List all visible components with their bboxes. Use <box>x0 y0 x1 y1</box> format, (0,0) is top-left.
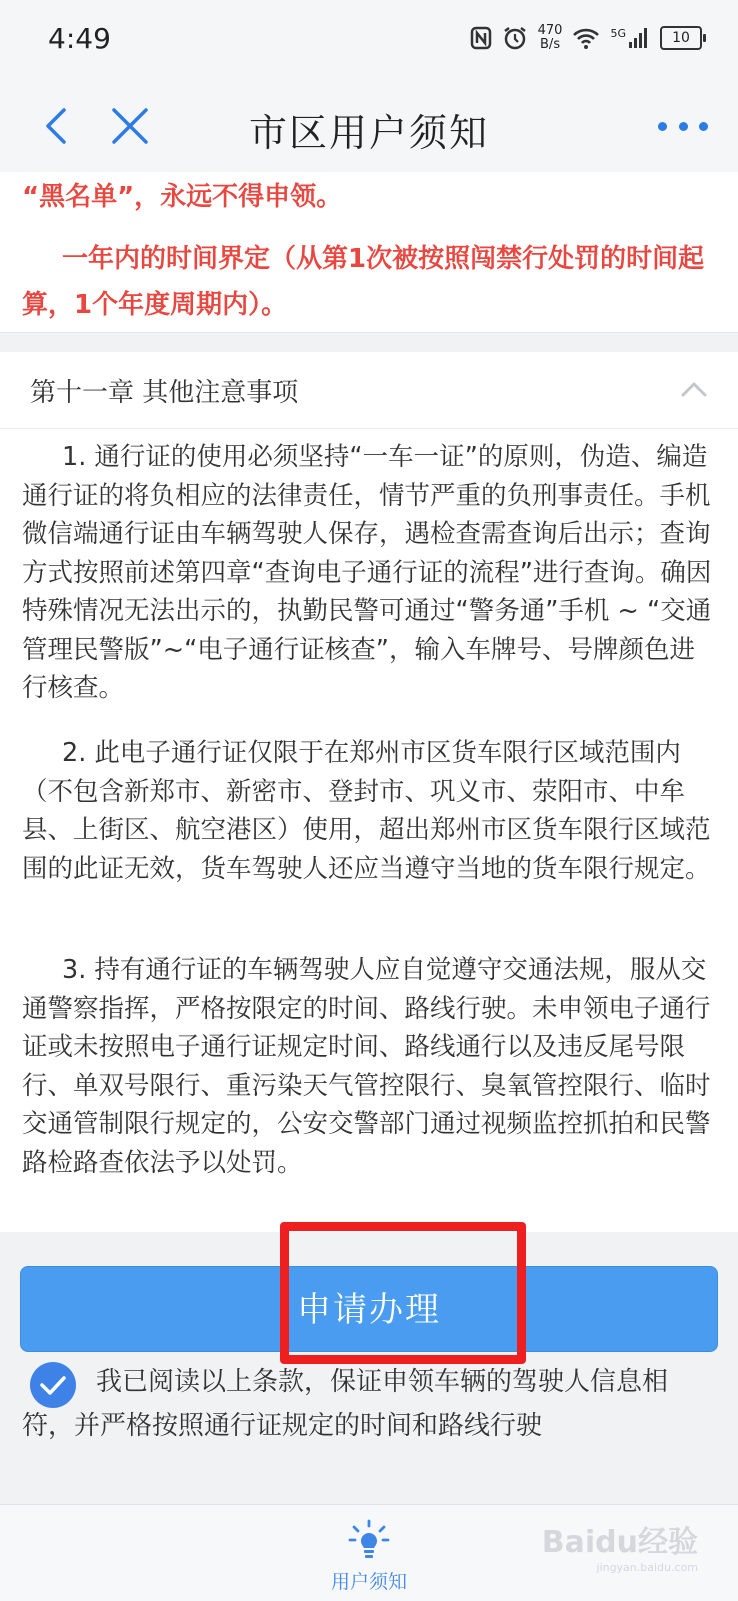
chapter-title: 第十一章 其他注意事项 <box>30 378 299 408</box>
speed-unit: B/s <box>540 37 561 52</box>
highlight-annotation <box>280 1222 526 1364</box>
status-time: 4:49 <box>48 22 111 55</box>
tab-user-notice[interactable] <box>319 1519 419 1594</box>
status-bar <box>0 0 738 80</box>
tab-label: 用户须知 <box>330 1571 407 1593</box>
paragraph-item: 1. 通行证的使用必须坚持“一车一证”的原则，伪造、编造通行证的将负相应的法律责任，情节严重的负刑事责任。手机微信端通行证由车辆驾驶人保存，遇检查需查询后出示；查询方式按照前述第四章“查询电子通行证的流程”进行查询。确因特殊情况无法出示的，执勤民警可通过“警务通”手机 ~ “交通管理民警版”~“电子通行证核查”，输入车牌号、号牌颜色进行核查。 <box>22 442 712 703</box>
chevron-up-icon[interactable] <box>680 378 708 400</box>
battery-indicator: 10 <box>660 26 702 50</box>
nav-bar <box>0 80 738 173</box>
page-title: 市区用户须知 <box>248 111 489 155</box>
notice-period-definition: 一年内的时间界定（从第1次被按照闯禁行处罚的时间起算，1个年度周期内）。 <box>22 244 705 320</box>
notice-blacklist-line: “黑名单”，永远不得申领。 <box>22 182 343 212</box>
watermark <box>542 1517 698 1574</box>
wifi-icon <box>572 27 600 49</box>
watermark-url: jingyan.baidu.com <box>596 1561 698 1574</box>
paragraph-item: 3. 持有通行证的车辆驾驶人应自觉遵守交通法规，服从交通警察指挥，严格按限定的时间、路线行驶。未申领电子通行证或未按照电子通行证规定时间、路线通行以及违反尾号限行、单双号限行、重污染天气管控限行、臭氧管控限行、临时交通管制限行规定的，公安交警部门通过视频监控抓拍和民警路检路查依法予以处罚。 <box>22 955 711 1178</box>
chapter-header[interactable] <box>0 352 738 429</box>
status-icons <box>470 24 702 52</box>
more-icon[interactable] <box>658 116 708 136</box>
paragraph-item: 2. 此电子通行证仅限于在郑州市区货车限行区域范围内（不包含新郑市、新密市、登封市、巩义市、荥阳市、中牟县、上街区、航空港区）使用，超出郑州市区货车限行区域范围的此证无效，货车驾驶人还应当遵守当地的货车限行规定。 <box>22 738 711 884</box>
network-type: 5G <box>610 26 626 40</box>
section-divider <box>0 332 738 354</box>
watermark-text: Baidu经验 <box>541 1525 698 1560</box>
speed-value: 470 <box>537 23 563 38</box>
agreement-text[interactable]: 我已阅读以上条款，保证申领车辆的驾驶人信息相符，并严格按照通行证规定的时间和路线行驶 <box>22 1367 669 1441</box>
lightbulb-icon <box>348 1519 390 1561</box>
signal-icon <box>628 27 650 49</box>
apply-button[interactable]: 申请办理 <box>20 1266 718 1352</box>
nfc-icon <box>470 26 492 50</box>
alarm-icon <box>502 25 528 51</box>
blacklist-notice <box>0 172 738 332</box>
network-speed <box>538 24 563 52</box>
